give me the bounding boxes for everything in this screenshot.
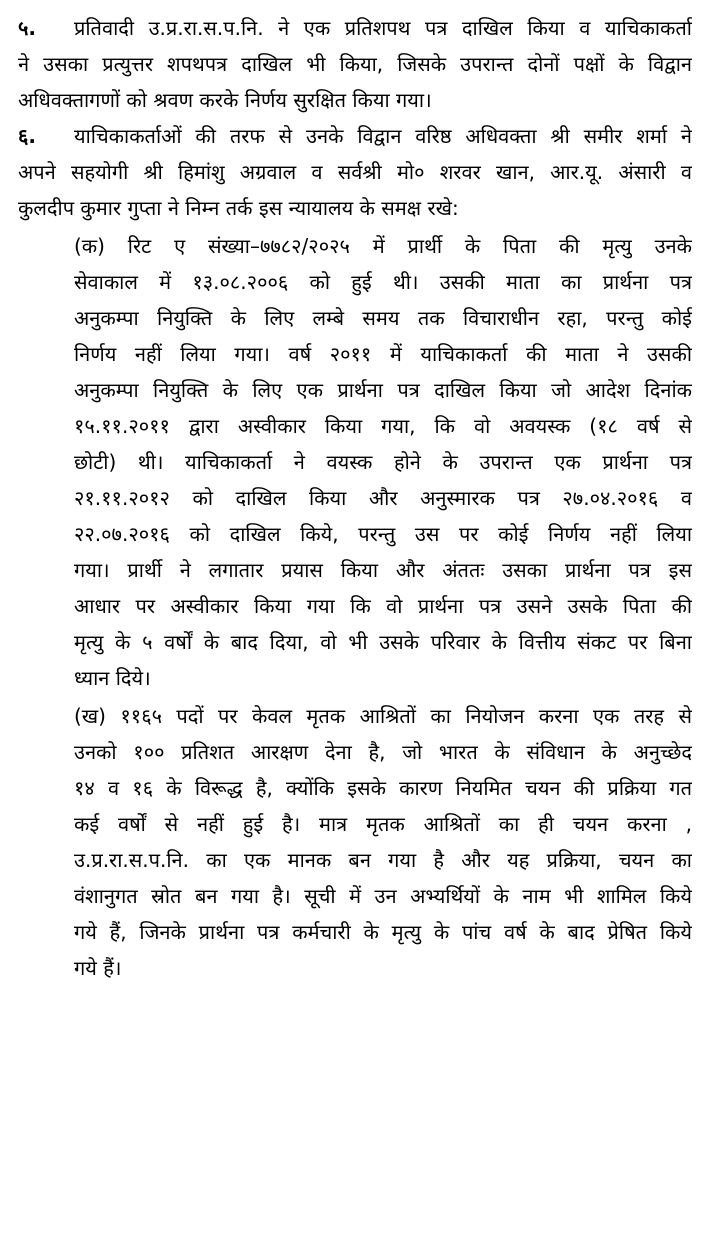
text-line: ने उसका प्रत्युत्तर शपथपत्र दाखिल भी किया, जिसके उपरान्त दोनों पक्षों के विद्वान [18, 52, 692, 76]
text-line: मृत्यु के ५ वर्षों के बाद दिया, वो भी उसके परिवार के वित्तीय संकट पर बिना [74, 630, 692, 654]
text-line: (ख) ११६५ पदों पर केवल मृतक आश्रितों का नियोजन करना एक तरह से [74, 704, 692, 728]
text-line: (क) रिट ए संख्या–७७८२/२०२५ में प्रार्थी के पिता की मृत्यु उनके [74, 234, 692, 258]
text-line: १४ व १६ के विरूद्ध है, क्योंकि इसके कारण नियमित चयन की प्रक्रिया गत [74, 776, 692, 800]
text-line: अपने सहयोगी श्री हिमांशु अग्रवाल व सर्वश्री मो० शरवर खान, आर.यू. अंसारी व [18, 160, 692, 184]
paragraph-number: ६. [18, 124, 36, 148]
text-line: गये हैं। [74, 956, 122, 980]
text-line: अधिवक्तागणों को श्रवण करके निर्णय सुरक्षित किया गया। [18, 88, 432, 112]
text-line: अनुकम्पा नियुक्ति के लिए एक प्रार्थना पत्र दाखिल किया जो आदेश दिनांक [74, 378, 692, 402]
subparagraph-ka [18, 228, 692, 696]
text-line: २१.११.२०१२ को दाखिल किया और अनुस्मारक पत्र २७.०४.२०१६ व [74, 486, 692, 510]
text-line: सेवाकाल में १३.०८.२००६ को हुई थी। उसकी माता का प्रार्थना पत्र [74, 270, 692, 294]
text-line: छोटी) थी। याचिकाकर्ता ने वयस्क होने के उपरान्त एक प्रार्थना पत्र [74, 450, 692, 474]
paragraph-5 [18, 10, 692, 118]
text-line: २२.०७.२०१६ को दाखिल किये, परन्तु उस पर कोई निर्णय नहीं लिया [74, 522, 692, 546]
text-line: गया। प्रार्थी ने लगातार प्रयास किया और अंततः उसका प्रार्थना पत्र इस [74, 558, 692, 582]
text-line: ५. प्रतिवादी उ.प्र.रा.स.प.नि. ने एक प्रतिशपथ पत्र दाखिल किया व याचिकाकर्ता [18, 10, 692, 46]
text-line: गये हैं, जिनके प्रार्थना पत्र कर्मचारी के मृत्यु के पांच वर्ष के बाद प्रेषित किये [74, 920, 692, 944]
paragraph-number: ५. [18, 16, 36, 40]
text-line: उनको १०० प्रतिशत आरक्षण देना है, जो भारत के संविधान के अनुच्छेद [74, 740, 692, 764]
text-line: कई वर्षों से नहीं हुई है। मात्र मृतक आश्रितों का ही चयन करना , [74, 812, 692, 836]
text-line: अनुकम्पा नियुक्ति के लिए लम्बे समय तक विचाराधीन रहा, परन्तु कोई [74, 306, 692, 330]
text-line: १५.११.२०११ द्वारा अस्वीकार किया गया, कि वो अवयस्क (१८ वर्ष से [74, 414, 692, 438]
text-line: ध्यान दिये। [74, 666, 151, 690]
text-line: वंशानुगत स्रोत बन गया है। सूची में उन अभ्यर्थियों के नाम भी शामिल किये [74, 884, 692, 908]
text-line: आधार पर अस्वीकार किया गया कि वो प्रार्थना पत्र उसने उसके पिता की [74, 594, 692, 618]
text-line: कुलदीप कुमार गुप्ता ने निम्न तर्क इस न्यायालय के समक्ष रखे: [18, 196, 459, 220]
text-line: निर्णय नहीं लिया गया। वर्ष २०११ में याचिकाकर्ता की माता ने उसकी [74, 342, 692, 366]
text-line: उ.प्र.रा.स.प.नि. का एक मानक बन गया है और यह प्रक्रिया, चयन का [74, 848, 692, 872]
subparagraph-kha [18, 698, 692, 986]
paragraph-6 [18, 118, 692, 226]
text-line: ६. याचिकाकर्ताओं की तरफ से उनके विद्वान वरिष्ठ अधिवक्ता श्री समीर शर्मा ने [18, 118, 692, 154]
